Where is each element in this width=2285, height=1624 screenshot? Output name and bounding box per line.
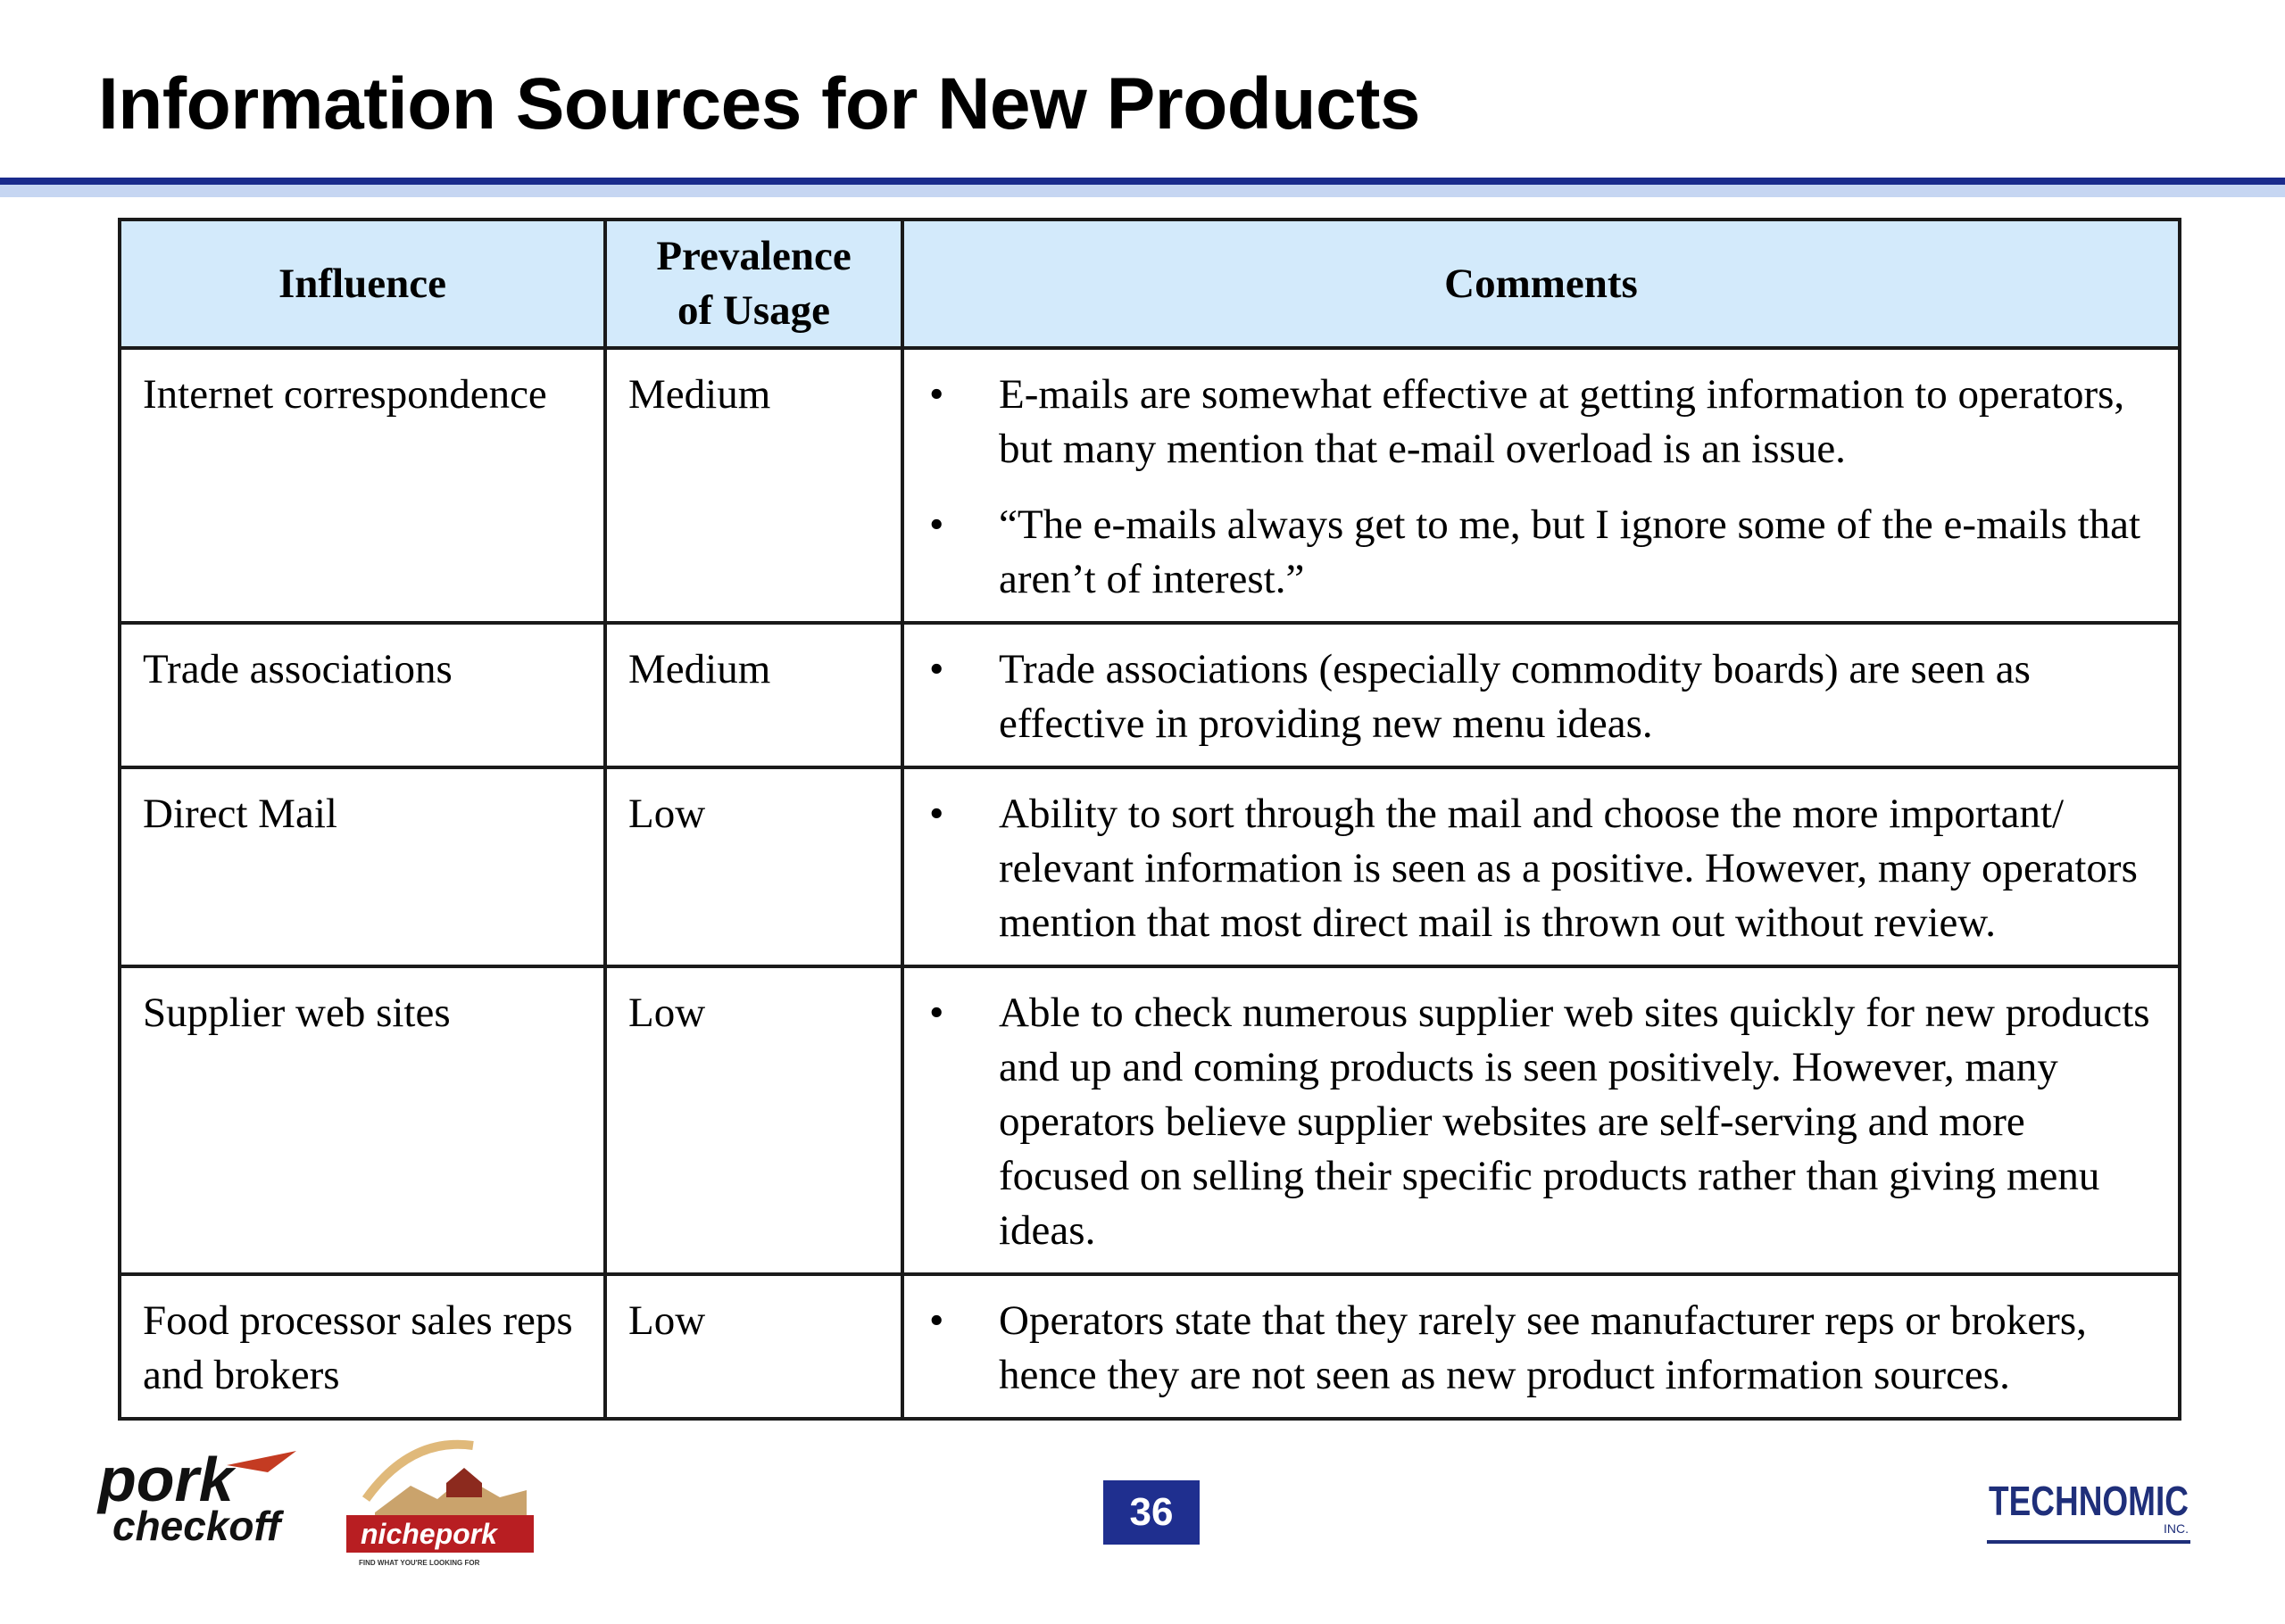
influence-cell: Direct Mail [120, 767, 605, 966]
comment-bullet [926, 642, 2156, 751]
comment-text: Ability to sort through the mail and choose the more important/ relevant information is seen as a positive. However, many operators mention that most direct mail is thrown out without review. [999, 791, 2138, 946]
comments-cell [902, 966, 2180, 1274]
comment-bullet [926, 787, 2156, 950]
header-comments: Comments [902, 220, 2180, 348]
comment-text: Operators state that they rarely see manufacturer reps or brokers, hence they are not seen as new product information sources. [999, 1297, 2087, 1398]
comment-text: Able to check numerous supplier web sites quickly for new products and up and coming products is seen positively. However, many operators believe supplier websites are self-serving and more focused on selling their specific products rather than giving menu ideas. [999, 990, 2150, 1254]
logo-nichepork-text: nichepork [361, 1518, 497, 1550]
table-row [120, 966, 2180, 1274]
comments-cell [902, 767, 2180, 966]
header-prevalence-line2: of Usage [677, 287, 830, 334]
bullet-dot: • [929, 990, 944, 1036]
influence-cell: Trade associations [120, 623, 605, 767]
slide-title: Information Sources for New Products [98, 63, 1420, 145]
logo-technomic-inc: INC. [2164, 1521, 2189, 1536]
pork-checkoff-logo [93, 1446, 307, 1553]
influence-cell: Food processor sales reps and brokers [120, 1274, 605, 1419]
comment-text: Trade associations (especially commodity boards) are seen as effective in providing new menu ideas. [999, 646, 2031, 747]
comment-text: E-mails are somewhat effective at getting information to operators, but many mention that e-mail overload is an issue. [999, 371, 2125, 472]
info-sources-table [118, 218, 2181, 1421]
bullet-dot: • [929, 371, 944, 418]
table-row [120, 623, 2180, 767]
prevalence-cell: Medium [605, 623, 902, 767]
bullet-dot: • [929, 646, 944, 692]
prevalence-cell: Low [605, 767, 902, 966]
comment-bullet [926, 498, 2156, 607]
influence-cell: Internet correspondence [120, 348, 605, 623]
logo-pork-text: pork [98, 1445, 234, 1514]
header-influence: Influence [120, 220, 605, 348]
comment-bullet [926, 368, 2156, 476]
logo-nichepork-tagline: FIND WHAT YOU'RE LOOKING FOR [359, 1559, 480, 1567]
logo-technomic-underline [1987, 1540, 2190, 1544]
table-row [120, 1274, 2180, 1419]
table-row [120, 348, 2180, 623]
header-prevalence [605, 220, 902, 348]
table-row [120, 767, 2180, 966]
title-divider [0, 178, 2285, 185]
bullet-dot: • [929, 791, 944, 837]
comment-bullet [926, 986, 2156, 1258]
bullet-dot: • [929, 1297, 944, 1344]
header-prevalence-line1: Prevalence [656, 233, 852, 279]
title-divider-shadow [0, 185, 2285, 197]
comments-cell [902, 623, 2180, 767]
logo-checkoff-text: checkoff [112, 1503, 281, 1549]
table-header-row [120, 220, 2180, 348]
comment-text: “The e-mails always get to me, but I ignore some of the e-mails that aren’t of interest.” [999, 501, 2141, 602]
bullet-dot: • [929, 501, 944, 548]
comments-cell [902, 1274, 2180, 1419]
page-number-badge: 36 [1103, 1480, 1200, 1545]
logo-swoosh-mark [227, 1451, 296, 1472]
prevalence-cell: Low [605, 966, 902, 1274]
prevalence-cell: Medium [605, 348, 902, 623]
logo-technomic-text: TECHNOMIC [1989, 1478, 2189, 1524]
influence-cell: Supplier web sites [120, 966, 605, 1274]
nichepork-logo [339, 1428, 544, 1570]
technomic-logo [1983, 1474, 2198, 1549]
logo-barn [446, 1468, 482, 1497]
comments-cell [902, 348, 2180, 623]
prevalence-cell: Low [605, 1274, 902, 1419]
comment-bullet [926, 1294, 2156, 1403]
